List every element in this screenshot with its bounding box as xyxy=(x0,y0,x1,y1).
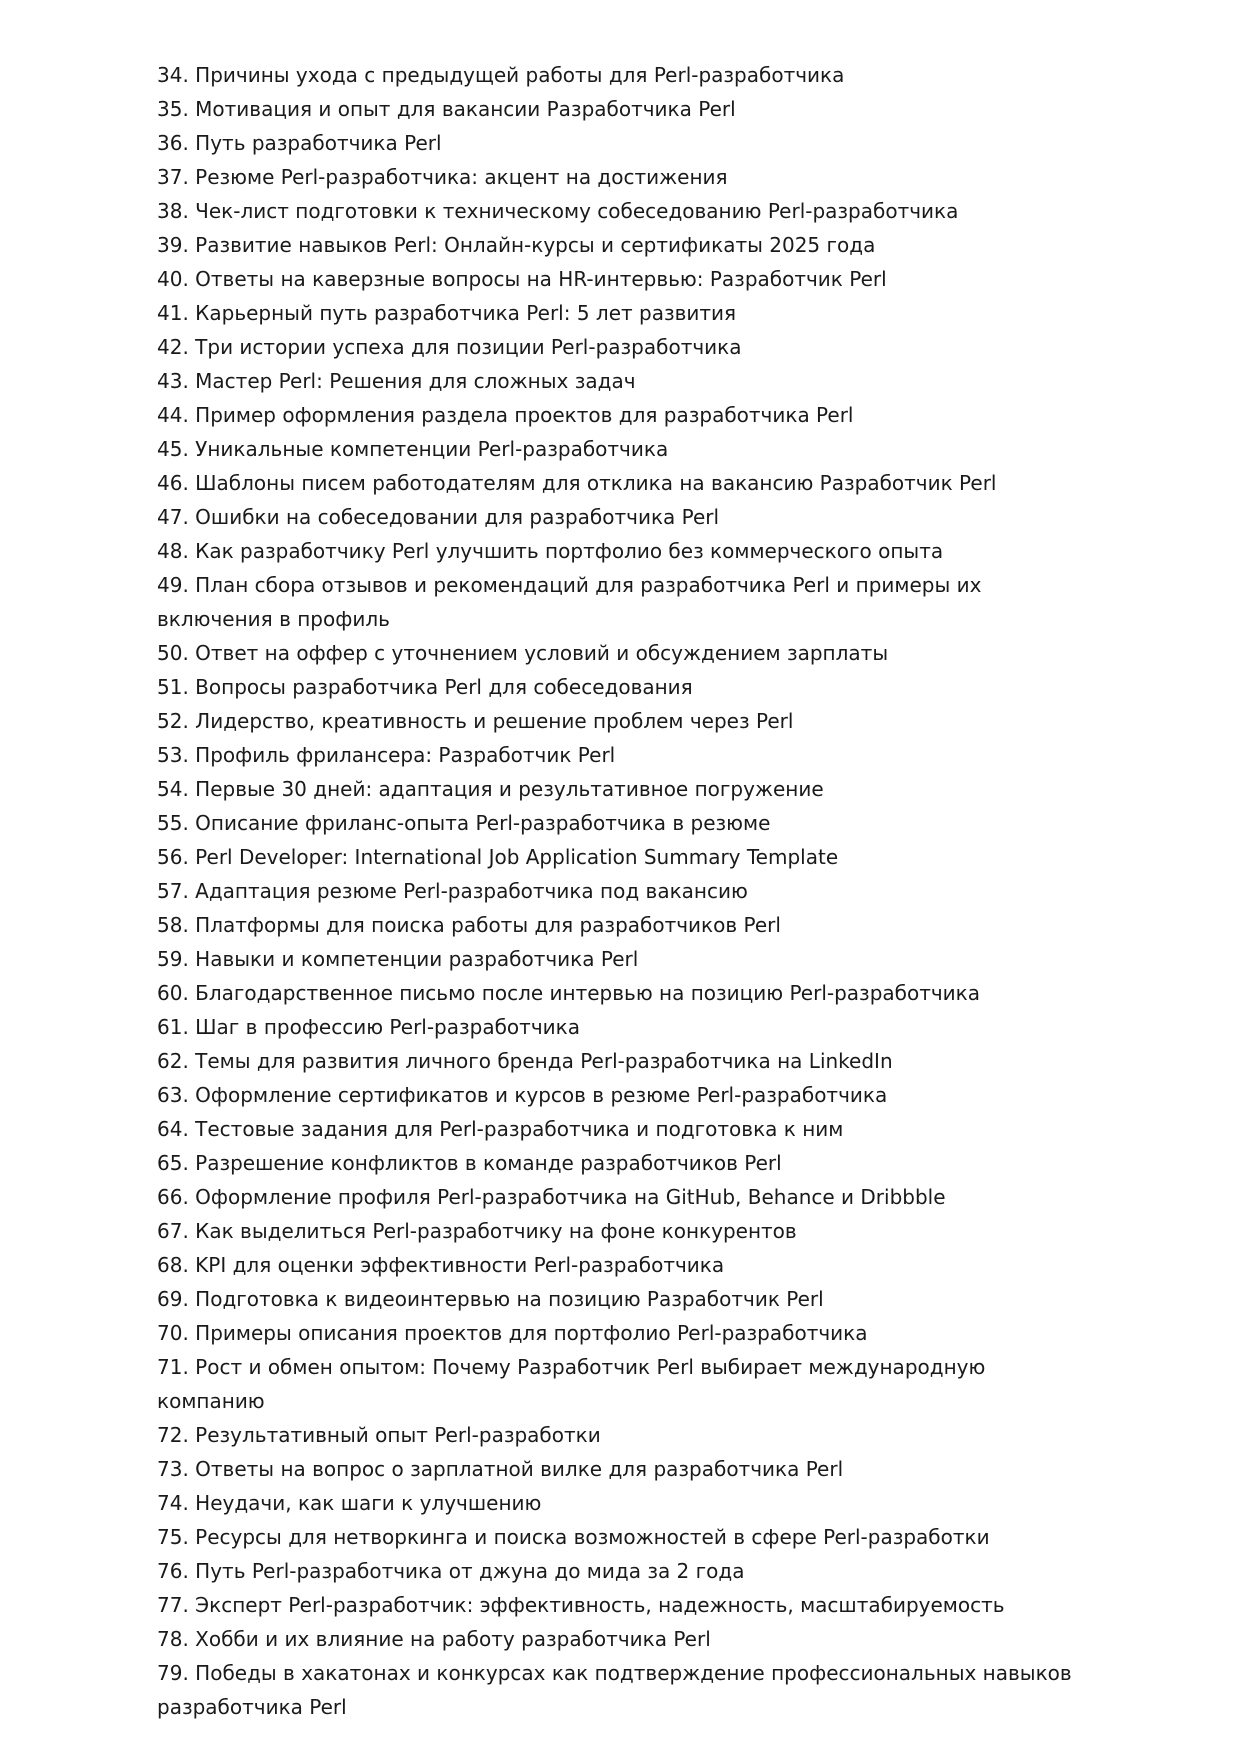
list-item: 66. Оформление профиля Perl-разработчика на GitHub, Behance и Dribbble xyxy=(157,1185,946,1209)
list-item: 56. Perl Developer: International Job Application Summary Template xyxy=(157,845,839,869)
list-item: 70. Примеры описания проектов для портфолио Perl-разработчика xyxy=(157,1321,868,1345)
list-item: 59. Навыки и компетенции разработчика Perl xyxy=(157,947,639,971)
list-item: 49. План сбора отзывов и рекомендаций для разработчика Perl и примеры их включения в профиль xyxy=(157,573,982,631)
list-item: 34. Причины ухода с предыдущей работы для Perl-разработчика xyxy=(157,63,845,87)
list-item: 77. Эксперт Perl-разработчик: эффективность, надежность, масштабируемость xyxy=(157,1593,1005,1617)
list-item: 43. Мастер Perl: Решения для сложных задач xyxy=(157,369,636,393)
list-item: 52. Лидерство, креативность и решение проблем через Perl xyxy=(157,709,794,733)
list-item: 51. Вопросы разработчика Perl для собеседования xyxy=(157,675,693,699)
list-item: 57. Адаптация резюме Perl-разработчика под вакансию xyxy=(157,879,748,903)
list-item: 61. Шаг в профессию Perl-разработчика xyxy=(157,1015,580,1039)
list-item: 74. Неудачи, как шаги к улучшению xyxy=(157,1491,542,1515)
list-item: 45. Уникальные компетенции Perl-разработчика xyxy=(157,437,669,461)
list-item: 73. Ответы на вопрос о зарплатной вилке для разработчика Perl xyxy=(157,1457,844,1481)
list-item: 44. Пример оформления раздела проектов для разработчика Perl xyxy=(157,403,854,427)
list-item: 50. Ответ на оффер с уточнением условий и обсуждением зарплаты xyxy=(157,641,889,665)
list-item: 71. Рост и обмен опытом: Почему Разработчик Perl выбирает международную компанию xyxy=(157,1355,986,1413)
list-item: 39. Развитие навыков Perl: Онлайн-курсы и сертификаты 2025 года xyxy=(157,233,876,257)
list-item: 36. Путь разработчика Perl xyxy=(157,131,442,155)
list-item: 67. Как выделиться Perl-разработчику на фоне конкурентов xyxy=(157,1219,797,1243)
list-item: 42. Три истории успеха для позиции Perl-разработчика xyxy=(157,335,742,359)
list-item: 79. Победы в хакатонах и конкурсах как подтверждение профессиональных навыков разработчика Perl xyxy=(157,1661,1072,1719)
list-item: 69. Подготовка к видеоинтервью на позицию Разработчик Perl xyxy=(157,1287,824,1311)
list-item: 38. Чек-лист подготовки к техническому собеседованию Perl-разработчика xyxy=(157,199,959,223)
list-item: 54. Первые 30 дней: адаптация и результативное погружение xyxy=(157,777,824,801)
list-item: 47. Ошибки на собеседовании для разработчика Perl xyxy=(157,505,720,529)
list-item: 40. Ответы на каверзные вопросы на HR-интервью: Разработчик Perl xyxy=(157,267,887,291)
list-item: 41. Карьерный путь разработчика Perl: 5 лет развития xyxy=(157,301,737,325)
list-item: 35. Мотивация и опыт для вакансии Разработчика Perl xyxy=(157,97,736,121)
list-item: 46. Шаблоны писем работодателям для отклика на вакансию Разработчик Perl xyxy=(157,471,997,495)
list-item: 68. KPI для оценки эффективности Perl-разработчика xyxy=(157,1253,725,1277)
list-item: 62. Темы для развития личного бренда Perl-разработчика на LinkedIn xyxy=(157,1049,893,1073)
list-item: 55. Описание фриланс-опыта Perl-разработчика в резюме xyxy=(157,811,771,835)
list-item: 37. Резюме Perl-разработчика: акцент на достижения xyxy=(157,165,728,189)
list-item: 78. Хобби и их влияние на работу разработчика Perl xyxy=(157,1627,711,1651)
list-item: 48. Как разработчику Perl улучшить портфолио без коммерческого опыта xyxy=(157,539,944,563)
list-item: 64. Тестовые задания для Perl-разработчика и подготовка к ним xyxy=(157,1117,844,1141)
list-item: 75. Ресурсы для нетворкинга и поиска возможностей в сфере Perl-разработки xyxy=(157,1525,990,1549)
list-item: 53. Профиль фрилансера: Разработчик Perl xyxy=(157,743,616,767)
list-item: 76. Путь Perl-разработчика от джуна до мида за 2 года xyxy=(157,1559,745,1583)
list-item: 63. Оформление сертификатов и курсов в резюме Perl-разработчика xyxy=(157,1083,888,1107)
list-item: 65. Разрешение конфликтов в команде разработчиков Perl xyxy=(157,1151,782,1175)
list-item: 60. Благодарственное письмо после интервью на позицию Perl-разработчика xyxy=(157,981,981,1005)
list-item: 58. Платформы для поиска работы для разработчиков Perl xyxy=(157,913,781,937)
table-of-contents-list xyxy=(157,58,1077,1724)
list-item: 72. Результативный опыт Perl-разработки xyxy=(157,1423,601,1447)
